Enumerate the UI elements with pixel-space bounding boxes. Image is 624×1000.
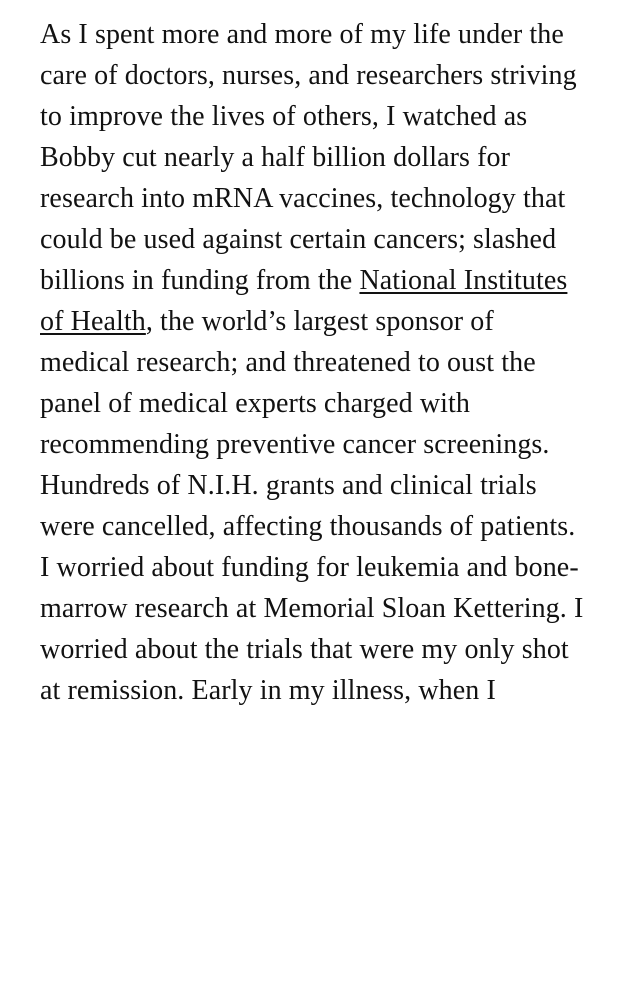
article-paragraph	[40, 14, 586, 711]
paragraph-text-before-link: As I spent more and more of my life under the care of doctors, nurses, and researchers striving to improve the lives of others, I watched as Bobby cut nearly a half billion dollars for research into mRNA vaccines, technology that could be used against certain cancers; slashed billions in funding from the	[40, 19, 577, 296]
national-institutes-of-health-link[interactable]: National Institutes of Health	[40, 265, 568, 337]
paragraph-text-after-link: , the world’s largest sponsor of medical research; and threatened to oust the panel of medical experts charged with recommending preventive cancer screenings. Hundreds of N.I.H. grants and clinical trials were cancelled, affecting thousands of patients. I worried about funding for leukemia and bone-marrow research at Memorial Sloan Kettering. I worried about the trials that were my only shot at remission. Early in my illness, when I	[40, 306, 584, 706]
